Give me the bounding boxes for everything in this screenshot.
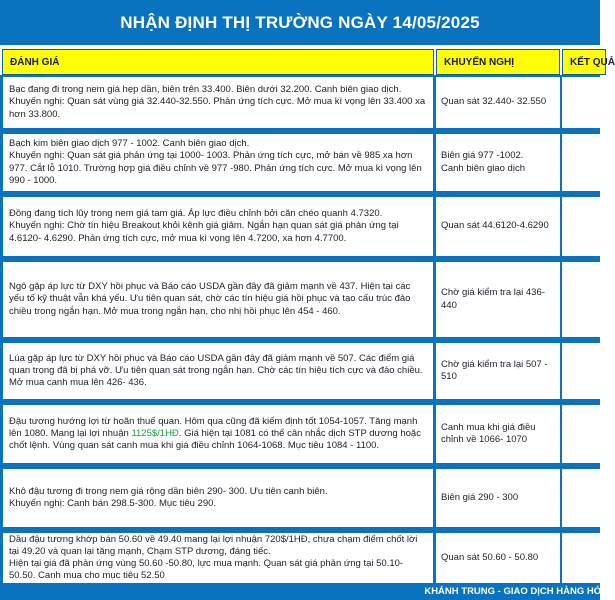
header-assessment: ĐÁNH GIÁ bbox=[2, 49, 434, 75]
assessment-line: Khuyến nghị: Canh bán 298.5-300. Mục tiêu 290. bbox=[9, 498, 217, 509]
assessment-cell bbox=[3, 77, 433, 128]
header-recommendation: KHUYẾN NGHỊ bbox=[436, 49, 560, 75]
assessment-line: Lúa gặp áp lực từ DXY hồi phục và Báo cáo USDA gần đây đã giảm mạnh về 507. Các điểm giá quan trọng đã bị phá vỡ. Ưu tiên quan sát trong ngắn hạn. Chờ các tín hiệu tích cực và đảo chiều. Mở mua canh mua lên 426- 436. bbox=[9, 352, 423, 389]
page-title: NHẬN ĐỊNH THỊ TRƯỜNG NGÀY 14/05/2025 bbox=[120, 12, 480, 32]
profit-highlight: 1125$/1HĐ bbox=[131, 427, 179, 439]
result-cell bbox=[562, 262, 606, 337]
recommendation-cell bbox=[436, 77, 560, 128]
assessment-cell bbox=[3, 469, 433, 527]
footer-bar bbox=[0, 584, 608, 600]
recommendation-cell bbox=[436, 533, 560, 583]
recommendation-cell bbox=[436, 405, 560, 463]
assessment-line: Đồng đang tích lũy trong nem giá tam giá. Áp lực điều chỉnh bởi căn chéo quanh 4.7320. bbox=[9, 208, 383, 220]
assessment-line: Khuyến nghị: Chờ tín hiệu Breakout khỏi kênh giá giảm. Ngắn hạn quan sát giá phản ứng tại 4.6120- 4.6290. Phản ứng tích cực, mở mua kì vọng lên 4.7200, xa hơn 4.7700. bbox=[9, 220, 399, 244]
recommendation-line: Quan sát 32.440- 32.550 bbox=[441, 96, 547, 108]
assessment-line: Hiện tại giá đã phản ứng vùng 50.60 -50.80, lực mua mạnh. Quan sát giá phản ứng tại 50.10- 50.50. Canh mua cho mục tiêu 52.50 bbox=[9, 558, 404, 582]
result-cell bbox=[562, 134, 606, 191]
title-bar bbox=[0, 0, 600, 45]
recommendation-line: Canh mua khi giá điều chỉnh về 1066- 1070 bbox=[441, 421, 536, 445]
assessment-cell bbox=[3, 262, 433, 337]
assessment-cell bbox=[3, 405, 433, 463]
recommendation-line: Canh biên giao dịch bbox=[441, 162, 525, 174]
recommendation-line: Quan sát 44.6120-4.6290 bbox=[441, 220, 549, 232]
header-result: KẾT QUẢ bbox=[562, 49, 606, 75]
result-cell bbox=[562, 469, 606, 527]
assessment-line: Khô đậu tương đi trong nem giá rộng dần biên 290- 300. Ưu tiên canh biên. bbox=[9, 485, 328, 497]
assessment-line: Khuyến nghị: Quan sát giá phản ứng tại 1000- 1003. Phản ứng tích cực, mở bán về 985 xa hơn 977. Cắt lỗ 1010. Trường hợp giá điều chỉnh về 977 -980. Phản ứng tích cực. Mở mua kì vọng lên 990 - 1000. bbox=[9, 150, 422, 186]
result-cell bbox=[562, 405, 606, 463]
assessment-line: Bạch kim biên giao dịch 977 - 1002. Canh biên giao dịch. bbox=[9, 138, 250, 150]
recommendation-cell bbox=[436, 262, 560, 337]
recommendation-cell bbox=[436, 134, 560, 191]
assessment-line: Dầu đậu tương khớp bán 50.60 về 49.40 mang lại lợi nhuận 720$/1HĐ, chưa chạm điểm chốt lời tại 49.20 và quan lại tăng mạnh, Chạm STP dương, đáng tiếc. bbox=[9, 533, 418, 557]
result-cell bbox=[562, 343, 606, 399]
assessment-text: . Giá hiện tại 1081 có thể cân nhắc dịch STP dương hoặc chốt lệnh. Vùng quan sát canh mua khi giá điều chỉnh 1064-1068. Mục tiêu 1084 - 1100. bbox=[9, 427, 421, 452]
recommendation-line: Quan sát 50.60 - 50.80 bbox=[441, 551, 539, 563]
result-cell bbox=[562, 77, 606, 128]
assessment-cell bbox=[3, 197, 433, 256]
footer-text: KHÁNH TRUNG - GIAO DỊCH HÀNG HÓA bbox=[424, 586, 608, 597]
assessment-cell bbox=[3, 134, 433, 191]
assessment-cell bbox=[3, 343, 433, 399]
recommendation-cell bbox=[436, 197, 560, 256]
recommendation-line: Biên giá 977 -1002. bbox=[441, 150, 524, 162]
assessment-text: Đậu tương hướng lợi từ hoãn thuế quan. Hôm qua cũng đã kiếm định tốt 1054-1057. Tăng mạnh lên 1080. Mang lại lợi nhuận bbox=[9, 415, 418, 439]
recommendation-line: Chờ giá kiểm tra lại 436-440 bbox=[441, 287, 545, 311]
result-cell bbox=[562, 533, 606, 583]
assessment-line: Ngô gặp áp lực từ DXY hồi phục và Báo cáo USDA gần đây đã giảm mạnh về 437. Hiện tại các yếu tố kỹ thuật vẫn khá yếu. Ưu tiên quan sát, chờ các tín hiệu giá hồi phục và tạo cấu trúc đảo chiều trong ngắn hạn. Mở mua trong ngắn hạn, cho nhị hồi phục lên 454 - 460. bbox=[9, 281, 411, 317]
recommendation-line: Chờ giá kiểm tra lại 507 - 510 bbox=[441, 358, 548, 382]
assessment-line bbox=[9, 416, 428, 453]
recommendation-cell bbox=[436, 469, 560, 527]
result-cell bbox=[562, 197, 606, 256]
assessment-line: Bạc đang đi trong nem giá hẹp dần, biên trên 33.400. Biên dưới 32.200. Canh biên giao dịch. bbox=[9, 84, 402, 96]
recommendation-cell bbox=[436, 343, 560, 399]
assessment-cell bbox=[3, 533, 433, 583]
recommendation-line: Biên giá 290 - 300 bbox=[441, 491, 519, 503]
assessment-line: Khuyến nghị: Quan sát vùng giá 32.440-32.550. Phản ứng tích cực. Mở mua kì vọng lên 33.400 xa hơn 33.800. bbox=[9, 96, 426, 120]
